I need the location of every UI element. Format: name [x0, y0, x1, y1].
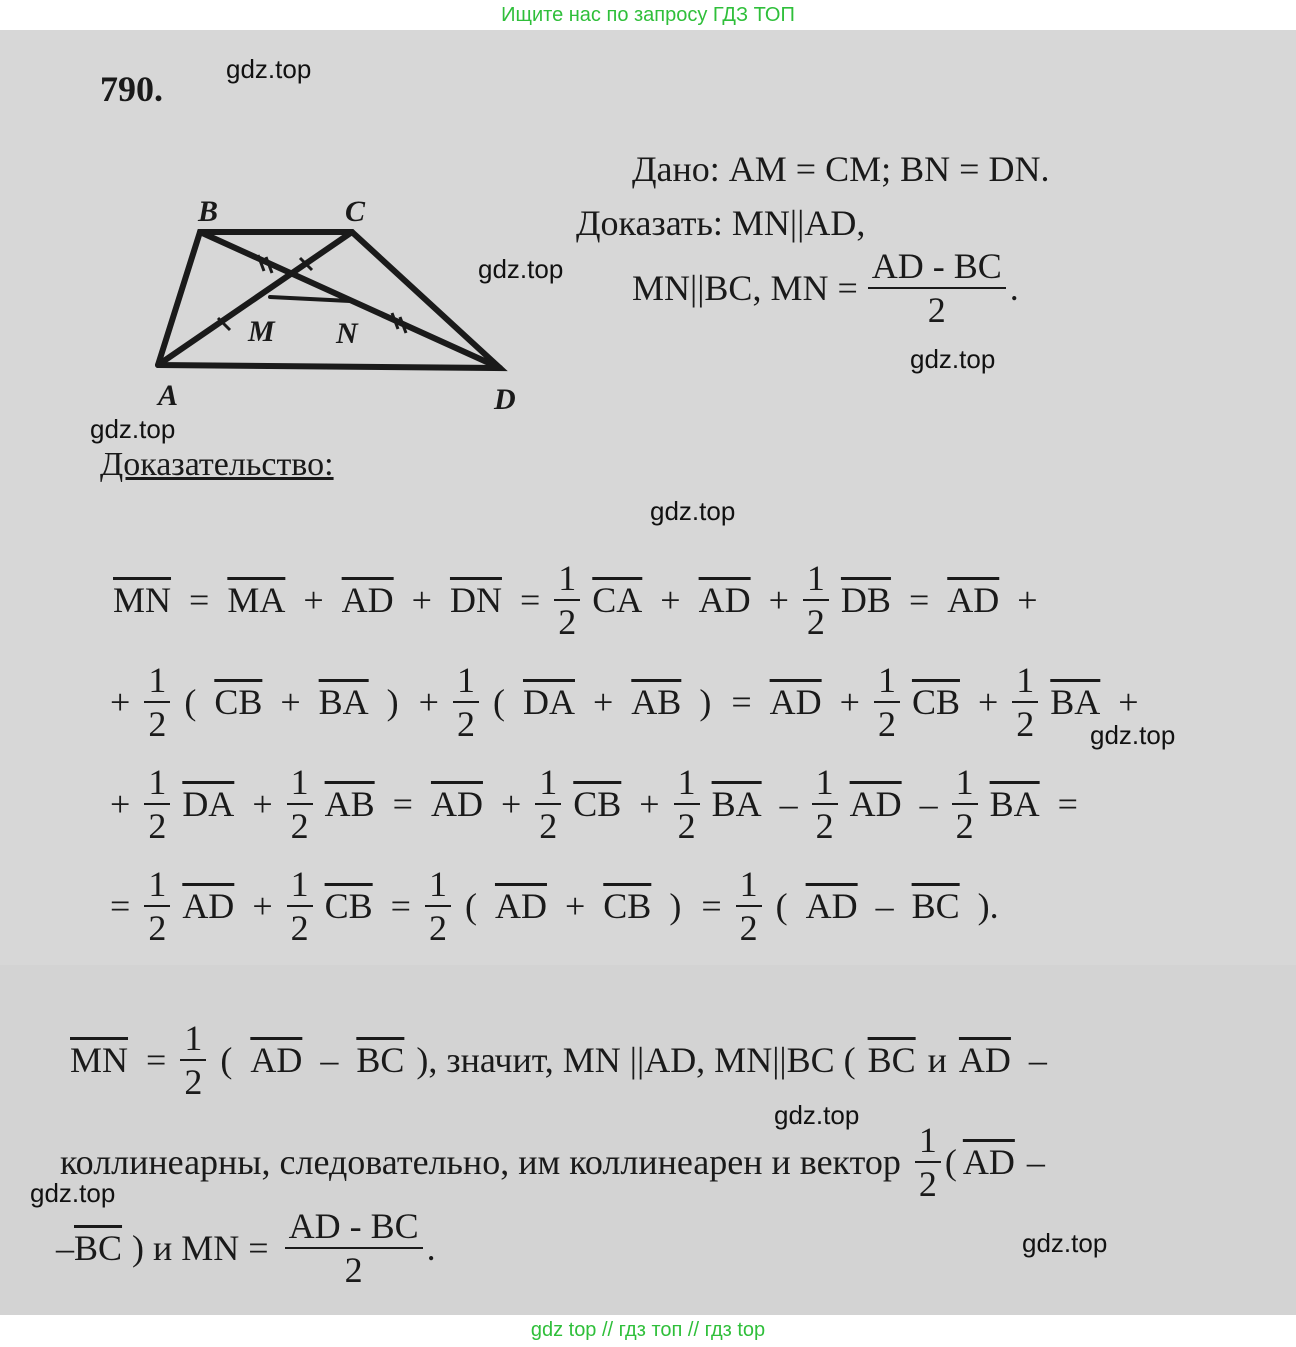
fraction-numerator: 1	[144, 764, 170, 805]
minus-sign: –	[56, 1228, 74, 1268]
conclusion-line-2	[60, 1122, 1045, 1202]
fraction-one-half	[144, 662, 170, 742]
operator: =	[731, 682, 752, 722]
operator: =	[519, 580, 541, 620]
fraction-one-half	[554, 560, 580, 640]
fraction-denominator: 2	[677, 806, 696, 846]
fraction-numerator: 1	[674, 764, 700, 805]
given-period: .	[1009, 268, 1019, 308]
vector-ad: $\overline{AD}$	[494, 886, 547, 926]
operator: =	[392, 784, 413, 824]
equation-line-1	[105, 560, 1048, 640]
operator: (	[184, 682, 197, 722]
watermark: gdz.top	[478, 254, 564, 284]
fraction-numerator: 1	[287, 764, 313, 805]
fraction-numerator: 1	[915, 1122, 941, 1163]
half-fraction	[915, 1122, 941, 1202]
conclusion-line-1	[62, 1020, 1057, 1100]
vector-ca: $\overline{CA}$	[592, 580, 643, 620]
vector-ab: $\overline{AB}$	[631, 682, 682, 722]
vector-cb: $\overline{CB}$	[214, 682, 263, 722]
equation-line-2	[100, 662, 1149, 742]
text-fragment: ), значит, MN ||AD, MN||BC (	[416, 1040, 856, 1080]
given-fraction	[868, 248, 1006, 328]
operator: +	[660, 580, 681, 620]
point-m: M	[248, 315, 275, 348]
fraction-denominator: 2	[927, 290, 946, 330]
watermark: gdz.top	[30, 1178, 116, 1208]
fraction-denominator: 2	[918, 1164, 937, 1204]
vector-ad: $\overline{AD}$	[769, 682, 822, 722]
fraction-denominator: 2	[739, 908, 758, 948]
conclusion-line-3	[56, 1208, 436, 1288]
fraction-numerator: 1	[803, 560, 829, 601]
fraction-one-half	[180, 1020, 206, 1100]
operator: +	[411, 580, 432, 620]
watermark: gdz.top	[774, 1100, 860, 1130]
vector-ad: $\overline{AD}$	[962, 1142, 1015, 1182]
operator: +	[252, 784, 273, 824]
fraction-numerator: 1	[1012, 662, 1038, 703]
operator: )	[699, 682, 712, 722]
fraction-denominator: 2	[539, 806, 558, 846]
fraction-one-half	[144, 764, 170, 844]
vector-bc: $\overline{BC}$	[356, 1040, 405, 1080]
fraction-one-half	[874, 662, 900, 742]
operator: +	[110, 682, 131, 722]
vector-db: $\overline{DB}$	[840, 580, 891, 620]
operator: +	[1017, 580, 1038, 620]
problem-number: 790.	[100, 69, 163, 109]
fraction-one-half	[287, 866, 313, 946]
vector-cb: $\overline{CB}$	[603, 886, 652, 926]
given-line-2: Доказать: MN||AD,	[576, 203, 866, 243]
vector-mn: $\overline{MN}$	[70, 1040, 129, 1080]
text-fragment: и	[927, 1040, 947, 1080]
vector-cb: $\overline{CB}$	[911, 682, 960, 722]
vector-ad: $\overline{AD}$	[250, 1040, 303, 1080]
operator: )	[386, 682, 399, 722]
operator: =	[701, 886, 722, 926]
fraction-denominator: 2	[148, 806, 167, 846]
period: .	[426, 1228, 436, 1268]
vector-ad: $\overline{AD}$	[341, 580, 394, 620]
vector-ad: $\overline{AD}$	[698, 580, 751, 620]
operator: (	[492, 682, 505, 722]
fraction-denominator: 2	[955, 806, 974, 846]
fraction-one-half	[812, 764, 838, 844]
fraction-denominator: 2	[290, 908, 309, 948]
vector-da: $\overline{DA}$	[182, 784, 235, 824]
operator: +	[500, 784, 522, 824]
vector-mn: $\overline{MN}$	[113, 580, 172, 620]
vector-ad: $\overline{AD}$	[958, 1040, 1011, 1080]
operator: +	[564, 886, 586, 926]
vertex-c: C	[345, 195, 366, 228]
operator: +	[280, 682, 301, 722]
fraction-one-half	[803, 560, 829, 640]
operator: +	[839, 682, 860, 722]
vector-ba: $\overline{BA}$	[318, 682, 369, 722]
bottom-banner: gdz top // гдз топ // гдз top	[530, 1319, 766, 1341]
operator: (	[464, 886, 477, 926]
operator: +	[110, 784, 131, 824]
fraction-denominator: 2	[148, 704, 167, 744]
fraction-one-half	[736, 866, 762, 946]
vertex-a: A	[158, 379, 179, 412]
vector-ma: $\overline{MA}$	[227, 580, 286, 620]
watermark: gdz.top	[1022, 1228, 1108, 1258]
vector-ad: $\overline{AD}$	[805, 886, 858, 926]
vector-ad: $\overline{AD}$	[430, 784, 483, 824]
operator: +	[592, 682, 614, 722]
operator: +	[639, 784, 660, 824]
operator: +	[252, 886, 273, 926]
watermark: gdz.top	[910, 344, 996, 374]
fraction-one-half	[1012, 662, 1038, 742]
operator: ).	[977, 886, 999, 926]
fraction-one-half	[952, 764, 978, 844]
operator: +	[768, 580, 789, 620]
vector-ab: $\overline{AB}$	[324, 784, 375, 824]
vector-ad: $\overline{AD}$	[182, 886, 235, 926]
operator: (	[220, 1040, 233, 1080]
vector-cb: $\overline{CB}$	[573, 784, 622, 824]
fraction-numerator: 1	[535, 764, 561, 805]
watermark: gdz.top	[1090, 720, 1176, 750]
fraction-one-half	[287, 764, 313, 844]
fraction-one-half	[425, 866, 451, 946]
vector-ba: $\overline{BA}$	[989, 784, 1040, 824]
fraction-denominator: 2	[877, 704, 896, 744]
vector-ba: $\overline{BA}$	[1050, 682, 1101, 722]
operator: +	[418, 682, 439, 722]
equation-line-4	[100, 866, 1009, 946]
fraction-numerator: 1	[874, 662, 900, 703]
paren-open: (	[944, 1142, 957, 1182]
fraction-one-half	[535, 764, 561, 844]
fraction-numerator: 1	[180, 1020, 206, 1061]
operator: +	[1118, 682, 1139, 722]
result-fraction	[285, 1208, 423, 1288]
fraction-denominator: 2	[344, 1250, 363, 1290]
operator: –	[1028, 1040, 1047, 1080]
fraction-one-half	[144, 866, 170, 946]
fraction-numerator: 1	[425, 866, 451, 907]
fraction-denominator: 2	[815, 806, 834, 846]
fraction-numerator: AD - BC	[868, 248, 1006, 289]
operator: =	[1057, 784, 1078, 824]
operator: +	[977, 682, 999, 722]
given-prefix: MN||BC, MN =	[632, 268, 858, 308]
fraction-denominator: 2	[558, 602, 577, 642]
fraction-numerator: 1	[812, 764, 838, 805]
fraction-denominator: 2	[148, 908, 167, 948]
operator: (	[775, 886, 788, 926]
vector-dn: $\overline{DN}$	[449, 580, 502, 620]
operator: =	[390, 886, 411, 926]
fraction-denominator: 2	[290, 806, 309, 846]
operator: –	[779, 784, 798, 824]
fraction-numerator: 1	[144, 866, 170, 907]
watermark: gdz.top	[650, 496, 736, 526]
vector-bc: $\overline{BC}$	[911, 886, 960, 926]
vector-ad: $\overline{AD}$	[849, 784, 902, 824]
operator: –	[919, 784, 938, 824]
fraction-denominator: 2	[428, 908, 447, 948]
operator: +	[303, 580, 324, 620]
top-banner: Ищите нас по запросу ГДЗ ТОП	[501, 4, 795, 26]
fraction-numerator: 1	[554, 560, 580, 601]
operator: =	[189, 580, 210, 620]
fraction-denominator: 2	[184, 1062, 203, 1102]
vector-ad: $\overline{AD}$	[947, 580, 1000, 620]
vector-da: $\overline{DA}$	[522, 682, 575, 722]
fraction-numerator: 1	[736, 866, 762, 907]
fraction-numerator: 1	[952, 764, 978, 805]
fraction-numerator: 1	[453, 662, 479, 703]
given-line-3	[632, 248, 1019, 328]
minus-sign: –	[1026, 1142, 1045, 1182]
operator: =	[110, 886, 131, 926]
operator: =	[908, 580, 930, 620]
fraction-denominator: 2	[1016, 704, 1035, 744]
given-line-1: Дано: AM = CM; BN = DN.	[632, 149, 1050, 189]
point-n: N	[336, 317, 358, 350]
vector-bc: $\overline{BC}$	[867, 1040, 916, 1080]
conclusion-text: коллинеарны, следовательно, им коллинеарен и вектор	[60, 1142, 901, 1182]
fraction-numerator: 1	[144, 662, 170, 703]
vector-ba: $\overline{BA}$	[711, 784, 762, 824]
vertex-b: B	[198, 195, 219, 228]
operator: )	[669, 886, 682, 926]
fraction-denominator: 2	[456, 704, 475, 744]
operator: –	[875, 886, 894, 926]
fraction-denominator: 2	[806, 602, 825, 642]
fraction-numerator: AD - BC	[285, 1208, 423, 1249]
equation-line-3	[100, 764, 1088, 844]
trapezoid-diagram	[140, 185, 540, 415]
fraction-one-half	[453, 662, 479, 742]
vector-cb: $\overline{CB}$	[324, 886, 373, 926]
vertex-d: D	[494, 383, 516, 415]
fraction-numerator: 1	[287, 866, 313, 907]
vector-bc: $\overline{BC}$	[74, 1228, 123, 1268]
watermark: gdz.top	[226, 54, 312, 84]
fraction-one-half	[674, 764, 700, 844]
operator: =	[146, 1040, 167, 1080]
proof-heading: Доказательство:	[100, 446, 334, 483]
conclusion-text: ) и MN =	[132, 1228, 269, 1268]
watermark: gdz.top	[90, 414, 176, 444]
operator: –	[320, 1040, 339, 1080]
